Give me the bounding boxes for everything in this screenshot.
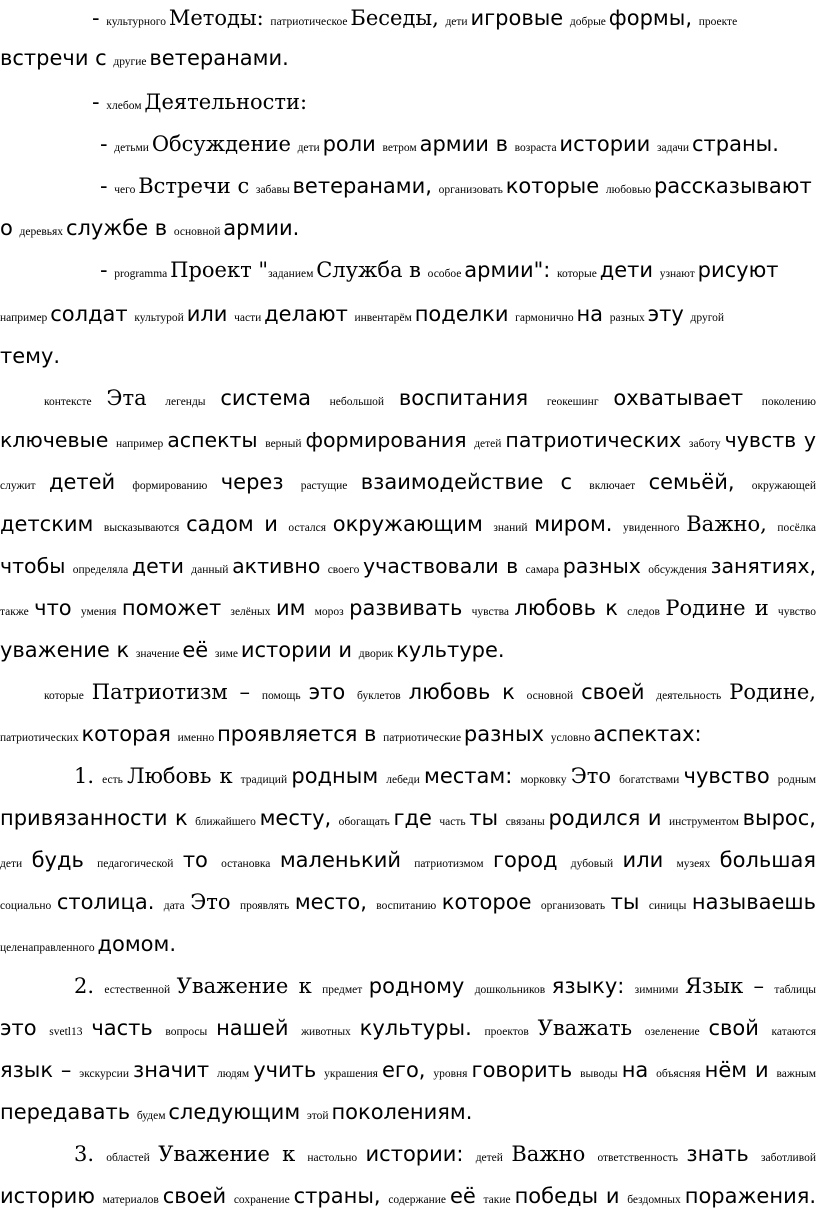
inline-small-word: формированию (132, 480, 221, 492)
text-run: истории (559, 132, 657, 156)
text-run: Важно, (686, 512, 778, 536)
inline-small-word: хлебом (106, 100, 145, 112)
inline-small-word: людям (216, 1068, 254, 1080)
text-run: детским (0, 512, 104, 536)
text-line (74, 762, 816, 790)
inline-small-word: животных (301, 1026, 360, 1038)
inline-small-word: гармонично (515, 312, 577, 324)
text-line (0, 44, 816, 72)
inline-small-word: лебеди (386, 774, 424, 786)
text-line (0, 594, 816, 622)
text-run: языку: (551, 974, 635, 998)
inline-small-word: социально (0, 900, 57, 912)
inline-small-word: бездомных (627, 1194, 685, 1206)
text-run: ты (469, 806, 506, 830)
text-run: Проект " (170, 258, 269, 282)
text-run: дети (131, 554, 192, 578)
text-run: чувство (683, 764, 778, 788)
text-run: - (92, 90, 107, 114)
text-line (0, 300, 816, 328)
inline-small-word: остановка (221, 858, 280, 870)
text-run: местам: (423, 764, 521, 788)
inline-small-word: областей (106, 1152, 159, 1164)
inline-small-word: детей (474, 438, 506, 450)
text-run: историю (0, 1184, 103, 1208)
text-run: дети (599, 258, 660, 282)
text-run: 1. (74, 764, 103, 788)
inline-small-word: культурой (134, 312, 187, 324)
inline-small-word: дворик (358, 648, 397, 660)
inline-small-word: обогащать (338, 816, 394, 828)
text-run: Обсуждение (151, 132, 298, 156)
text-run: разных (463, 722, 551, 746)
inline-small-word: забавы (255, 184, 293, 196)
inline-small-word: ответственность (597, 1152, 687, 1164)
inline-small-word: сохранение (233, 1194, 294, 1206)
text-run: окружающим (332, 512, 494, 536)
text-run: что (34, 596, 81, 620)
text-run: игровые (470, 6, 570, 30)
inline-small-word: дети (0, 858, 32, 870)
inline-small-word: организовать (540, 900, 611, 912)
text-run: система (220, 386, 330, 410)
inline-small-word: деятельность (656, 690, 730, 702)
text-run: им (275, 596, 315, 620)
inline-small-word: этой (306, 1110, 332, 1122)
text-line (0, 636, 816, 664)
inline-small-word: воспитанию (376, 900, 442, 912)
text-line (74, 972, 816, 1000)
text-run: аспектах: (593, 722, 702, 746)
inline-small-word: есть (102, 774, 128, 786)
inline-small-word: целенаправленного (0, 942, 98, 954)
text-line (0, 720, 816, 748)
inline-small-word: педагогической (97, 858, 183, 870)
inline-small-word: возраста (514, 142, 560, 154)
inline-small-word: дети (297, 142, 323, 154)
text-line (100, 172, 816, 200)
text-run: Методы: (168, 6, 271, 30)
inline-small-word: деревьях (19, 226, 66, 238)
text-run: истории и (240, 638, 359, 662)
inline-small-word: разных (609, 312, 648, 324)
text-line (74, 1140, 816, 1168)
inline-small-word: чего (114, 184, 139, 196)
text-line (0, 468, 816, 496)
text-run: где (393, 806, 440, 830)
text-run: садом и (186, 512, 289, 536)
inline-small-word: другой (690, 312, 725, 324)
inline-small-word: ветром (382, 142, 420, 154)
inline-small-word: предмет (322, 984, 369, 996)
text-run: Родине и (665, 596, 778, 620)
text-run: часть (91, 1016, 166, 1040)
inline-small-word: выводы (580, 1068, 622, 1080)
text-run: которая (81, 722, 178, 746)
text-run: роли (322, 132, 383, 156)
text-run: поражения. (684, 1184, 816, 1208)
text-run: его, (382, 1058, 434, 1082)
inline-small-word: морковку (520, 774, 571, 786)
inline-small-word: любовью (605, 184, 654, 196)
inline-small-word: умения (80, 606, 122, 618)
inline-small-word: связаны (505, 816, 549, 828)
text-run: домом. (97, 932, 177, 956)
inline-small-word: programma (114, 268, 171, 280)
inline-small-word: проявлять (239, 900, 295, 912)
text-run: ключевые (0, 428, 116, 452)
text-run: аспекты (167, 428, 266, 452)
inline-small-word: инструментом (668, 816, 743, 828)
text-run: детей (48, 470, 133, 494)
text-run: Любовь к (127, 764, 241, 788)
inline-small-word: зелёных (230, 606, 276, 618)
inline-small-word: проекте (698, 16, 738, 28)
inline-small-word: увиденного (623, 522, 687, 534)
inline-small-word: определяла (72, 564, 132, 576)
text-run: родному (368, 974, 475, 998)
inline-small-word: зимними (634, 984, 685, 996)
text-run: армии": (464, 258, 558, 282)
inline-small-word: таблицы (774, 984, 816, 996)
inline-small-word: экскурсии (79, 1068, 134, 1080)
inline-small-word: геокешинг (546, 396, 614, 408)
text-run: солдат (50, 302, 135, 326)
inline-small-word: ближайшего (195, 816, 260, 828)
text-run: нём и (704, 1058, 777, 1082)
text-run: называешь (691, 890, 816, 914)
text-run: воспитания (398, 386, 547, 410)
text-run: будь (31, 848, 98, 872)
text-run: культуры. (359, 1016, 485, 1040)
text-run: следующим (168, 1100, 307, 1124)
inline-small-word: уровня (433, 1068, 472, 1080)
text-run: тему. (0, 344, 61, 368)
text-run: проявляется в (217, 722, 384, 746)
inline-small-word: небольшой (329, 396, 399, 408)
inline-small-word: заботливой (760, 1152, 816, 1164)
text-line (0, 426, 816, 454)
text-run: развивать (349, 596, 472, 620)
inline-small-word: детей (475, 1152, 512, 1164)
text-run: Уважать (537, 1016, 645, 1040)
text-run: или (622, 848, 677, 872)
text-run: или (186, 302, 235, 326)
text-run: её (182, 638, 215, 662)
text-run: Язык – (684, 974, 775, 998)
text-line (44, 384, 816, 412)
inline-small-word: именно (177, 732, 218, 744)
text-line (0, 1014, 816, 1042)
text-run: 3. (74, 1142, 107, 1166)
inline-small-word: узнают (659, 268, 698, 280)
inline-small-word: растущие (300, 480, 361, 492)
text-line (100, 256, 816, 284)
inline-small-word: вопросы (165, 1026, 217, 1038)
inline-small-word: важным (776, 1068, 816, 1080)
inline-small-word: богатствами (619, 774, 684, 786)
text-line (0, 510, 816, 538)
text-run: уважение к (0, 638, 136, 662)
text-run: учить (253, 1058, 325, 1082)
text-run: Встречи с (138, 174, 256, 198)
inline-small-word: дети (445, 16, 471, 28)
text-line (0, 1056, 816, 1084)
text-run: любовь к (408, 680, 527, 704)
text-run: истории: (365, 1142, 476, 1166)
text-run: страны, (293, 1184, 389, 1208)
text-run: культуре. (396, 638, 505, 662)
inline-small-word: обсуждения (648, 564, 711, 576)
text-run: рассказывают (653, 174, 812, 198)
text-line (92, 88, 816, 116)
text-run: родным (291, 764, 387, 788)
inline-small-word: дубовый (570, 858, 623, 870)
inline-small-word: следов (627, 606, 666, 618)
text-run: привязанности к (0, 806, 196, 830)
inline-small-word: включает (589, 480, 649, 492)
text-run: на (576, 302, 610, 326)
text-run: месту, (259, 806, 339, 830)
inline-small-word: содержание (388, 1194, 450, 1206)
inline-small-word: инвентарём (354, 312, 415, 324)
inline-small-word: своего (327, 564, 364, 576)
text-run: ветеранами, (292, 174, 439, 198)
inline-small-word: посёлка (777, 522, 816, 534)
inline-small-word: поколению (761, 396, 816, 408)
text-line (92, 4, 816, 32)
inline-small-word: заботу (688, 438, 725, 450)
text-run: поколениям. (331, 1100, 473, 1124)
inline-small-word: например (0, 312, 51, 324)
inline-small-word: значение (135, 648, 183, 660)
inline-small-word: самара (525, 564, 563, 576)
text-run: её (449, 1184, 484, 1208)
inline-small-word: материалов (102, 1194, 163, 1206)
inline-small-word: чувства (471, 606, 515, 618)
text-run: рисуют (697, 258, 779, 282)
inline-small-word: данный (191, 564, 233, 576)
text-run: Уважение к (176, 974, 323, 998)
inline-small-word: основной (526, 690, 582, 702)
inline-small-word: патриотических (0, 732, 82, 744)
inline-small-word: патриотизмом (414, 858, 493, 870)
text-run: миром. (534, 512, 623, 536)
text-run: которое (441, 890, 541, 914)
inline-small-word: естественной (104, 984, 177, 996)
text-run: знать (686, 1142, 761, 1166)
inline-small-word: дошкольников (474, 984, 552, 996)
text-run: Важно (511, 1142, 598, 1166)
text-run: ветеранами. (149, 46, 289, 70)
inline-small-word: служит (0, 480, 49, 492)
inline-small-word: помощь (261, 690, 309, 702)
text-run: говорить (471, 1058, 581, 1082)
text-run: охватывает (613, 386, 762, 410)
text-line (0, 214, 816, 242)
inline-small-word: добрые (569, 16, 609, 28)
text-run: язык – (0, 1058, 80, 1082)
text-run: это (308, 680, 358, 704)
inline-small-word: музеях (676, 858, 720, 870)
text-run: делают (264, 302, 355, 326)
text-run: разных (562, 554, 649, 578)
text-line (0, 804, 816, 832)
inline-small-word: также (0, 606, 35, 618)
text-run: Деятельности: (144, 90, 308, 114)
inline-small-word: легенды (165, 396, 221, 408)
inline-small-word: задачи (657, 142, 692, 154)
inline-small-word: такие (483, 1194, 515, 1206)
text-run: - (100, 258, 115, 282)
text-run: Уважение к (158, 1142, 308, 1166)
text-run: своей (162, 1184, 234, 1208)
text-line (0, 930, 816, 958)
text-run: это (0, 1016, 50, 1040)
inline-small-word: объясняя (656, 1068, 705, 1080)
text-run: службе в (65, 216, 174, 240)
text-run: формирования (305, 428, 475, 452)
text-line (0, 888, 816, 916)
text-run: армии. (223, 216, 300, 240)
text-run: - (100, 174, 115, 198)
inline-small-word: например (115, 438, 168, 450)
text-run: активно (232, 554, 328, 578)
text-run: город (492, 848, 571, 872)
text-line (0, 1182, 816, 1210)
inline-small-word: другие (113, 56, 150, 68)
inline-small-word: настольно (307, 1152, 366, 1164)
inline-small-word: части (234, 312, 265, 324)
text-run: 2. (74, 974, 105, 998)
text-run: Это (190, 890, 240, 914)
text-run: нашей (216, 1016, 302, 1040)
text-line (0, 342, 816, 370)
inline-small-word: зиме (214, 648, 241, 660)
inline-small-word: окружающей (751, 480, 816, 492)
text-run: эту (647, 302, 691, 326)
text-run: Родине, (729, 680, 816, 704)
inline-small-word: патриотические (383, 732, 464, 744)
text-line (0, 846, 816, 874)
text-run: столица. (56, 890, 164, 914)
text-run: родился и (548, 806, 669, 830)
text-run: которые (505, 174, 606, 198)
text-run: большая (719, 848, 816, 872)
text-run: формы, (608, 6, 699, 30)
inline-small-word: украшения (324, 1068, 382, 1080)
inline-small-word: которые (44, 690, 92, 702)
text-run: страны. (691, 132, 779, 156)
text-run: встречи с (0, 46, 114, 70)
text-run: своей (581, 680, 657, 704)
inline-small-word: организовать (438, 184, 506, 196)
inline-small-word: контексте (44, 396, 107, 408)
text-run: значит (133, 1058, 217, 1082)
inline-small-word: проектов (484, 1026, 538, 1038)
inline-small-word: основной (173, 226, 224, 238)
text-run: любовь к (514, 596, 628, 620)
text-run: Беседы, (350, 6, 446, 30)
text-run: победы и (514, 1184, 628, 1208)
text-line (0, 552, 816, 580)
text-run: - (100, 132, 115, 156)
text-line (0, 1098, 816, 1126)
inline-small-word: традиций (240, 774, 292, 786)
inline-small-word: катаются (771, 1026, 816, 1038)
inline-small-word: буклетов (357, 690, 409, 702)
text-run: чтобы (0, 554, 73, 578)
text-run: семьёй, (648, 470, 752, 494)
text-line (100, 130, 816, 158)
text-run: на (621, 1058, 657, 1082)
text-run: участвовали в (363, 554, 526, 578)
inline-small-word: svetl13 (49, 1026, 92, 1038)
inline-small-word: заданием (268, 268, 317, 280)
text-line (44, 678, 816, 706)
inline-small-word: мороз (314, 606, 350, 618)
text-run: армии в (419, 132, 515, 156)
text-run: о (0, 216, 20, 240)
inline-small-word: остался (288, 522, 333, 534)
text-run: Патриотизм – (91, 680, 262, 704)
text-run: Это (570, 764, 620, 788)
inline-small-word: родным (777, 774, 816, 786)
text-run: свой (708, 1016, 772, 1040)
text-run: Эта (106, 386, 166, 410)
inline-small-word: чувство (777, 606, 816, 618)
text-run: поможет (121, 596, 231, 620)
text-run: через (220, 470, 301, 494)
inline-small-word: высказываются (103, 522, 187, 534)
inline-small-word: озеленение (644, 1026, 709, 1038)
text-run: поделки (414, 302, 516, 326)
inline-small-word: дата (163, 900, 191, 912)
inline-small-word: культурного (106, 16, 169, 28)
text-run: чувств у (724, 428, 816, 452)
text-run: то (182, 848, 222, 872)
inline-small-word: часть (439, 816, 470, 828)
inline-small-word: знаний (493, 522, 535, 534)
text-run: взаимодействие с (360, 470, 590, 494)
text-run: вырос, (742, 806, 816, 830)
inline-small-word: которые (557, 268, 600, 280)
text-run: занятиях, (710, 554, 816, 578)
text-run: - (92, 6, 107, 30)
text-run: передавать (0, 1100, 137, 1124)
inline-small-word: будем (136, 1110, 169, 1122)
inline-small-word: синицы (648, 900, 692, 912)
text-run: маленький (279, 848, 415, 872)
inline-small-word: детьми (114, 142, 152, 154)
text-run: патриотических (505, 428, 689, 452)
inline-small-word: условно (550, 732, 594, 744)
inline-small-word: особое (427, 268, 465, 280)
inline-small-word: патриотическое (270, 16, 351, 28)
text-run: место, (294, 890, 377, 914)
inline-small-word: верный (265, 438, 306, 450)
text-run: Служба в (316, 258, 428, 282)
text-run: ты (610, 890, 649, 914)
